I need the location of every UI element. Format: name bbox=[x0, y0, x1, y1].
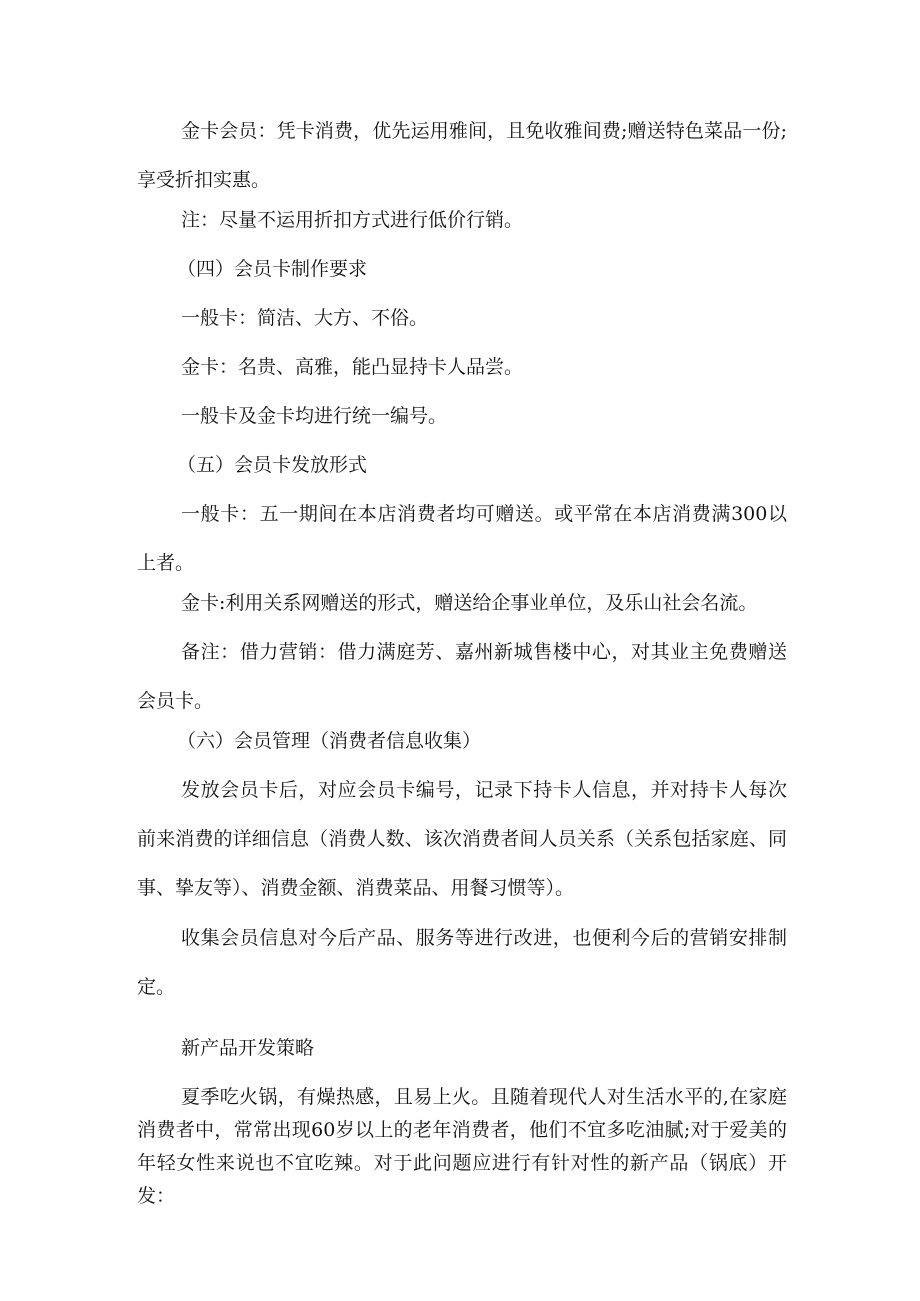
paragraph-discount-note: 注：尽量不运用折扣方式进行低价行销。 bbox=[181, 209, 524, 231]
paragraph-new-product-strategy: 夏季吃火锅，有燥热感，且易上火。且随着现代人对生活水平的,在家庭消费者中，常常出现60岁以上的老年消费者，他们不宜多吃油腻;对于爱美的年轻女性来说也不宜吃辣。对于此问题应进行有针对性的新产品（锅底）开发： bbox=[137, 1086, 787, 1207]
paragraph-member-info-record: 发放会员卡后，对应会员卡编号，记录下持卡人信息，并对持卡人每次前来消费的详细信息（消费人数、该次消费者间人员关系（关系包括家庭、同事、挚友等）、消费金额、消费菜品、用餐习惯等）。 bbox=[137, 779, 787, 899]
paragraph-regular-card: 一般卡：简洁、大方、不俗。 bbox=[181, 307, 429, 329]
paragraph-member-info-use: 收集会员信息对今后产品、服务等进行改进，也便利今后的营销安排制定。 bbox=[137, 927, 787, 998]
paragraph-gold-card: 金卡：名贵、高雅，能凸显持卡人品尝。 bbox=[181, 356, 524, 378]
section-heading-new-product: 新产品开发策略 bbox=[181, 1037, 315, 1059]
paragraph-gold-card-member: 金卡会员：凭卡消费，优先运用雅间，且免收雅间费;赠送特色菜品一份;享受折扣实惠。 bbox=[137, 120, 787, 191]
paragraph-gold-card-distribution: 金卡:利用关系网赠送的形式，赠送给企事业单位，及乐山社会名流。 bbox=[181, 592, 758, 614]
paragraph-leverage-marketing: 备注：借力营销：借力满庭芳、嘉州新城售楼中心，对其业主免费赠送会员卡。 bbox=[137, 641, 787, 712]
paragraph-card-numbering: 一般卡及金卡均进行统一编号。 bbox=[181, 405, 448, 427]
section-heading-card-distribution: （五）会员卡发放形式 bbox=[177, 454, 368, 476]
section-heading-member-management: （六）会员管理（消费者信息收集） bbox=[177, 730, 482, 752]
section-heading-card-requirements: （四）会员卡制作要求 bbox=[177, 258, 368, 280]
paragraph-regular-card-distribution: 一般卡：五一期间在本店消费者均可赠送。或平常在本店消费满300以上者。 bbox=[137, 503, 787, 574]
